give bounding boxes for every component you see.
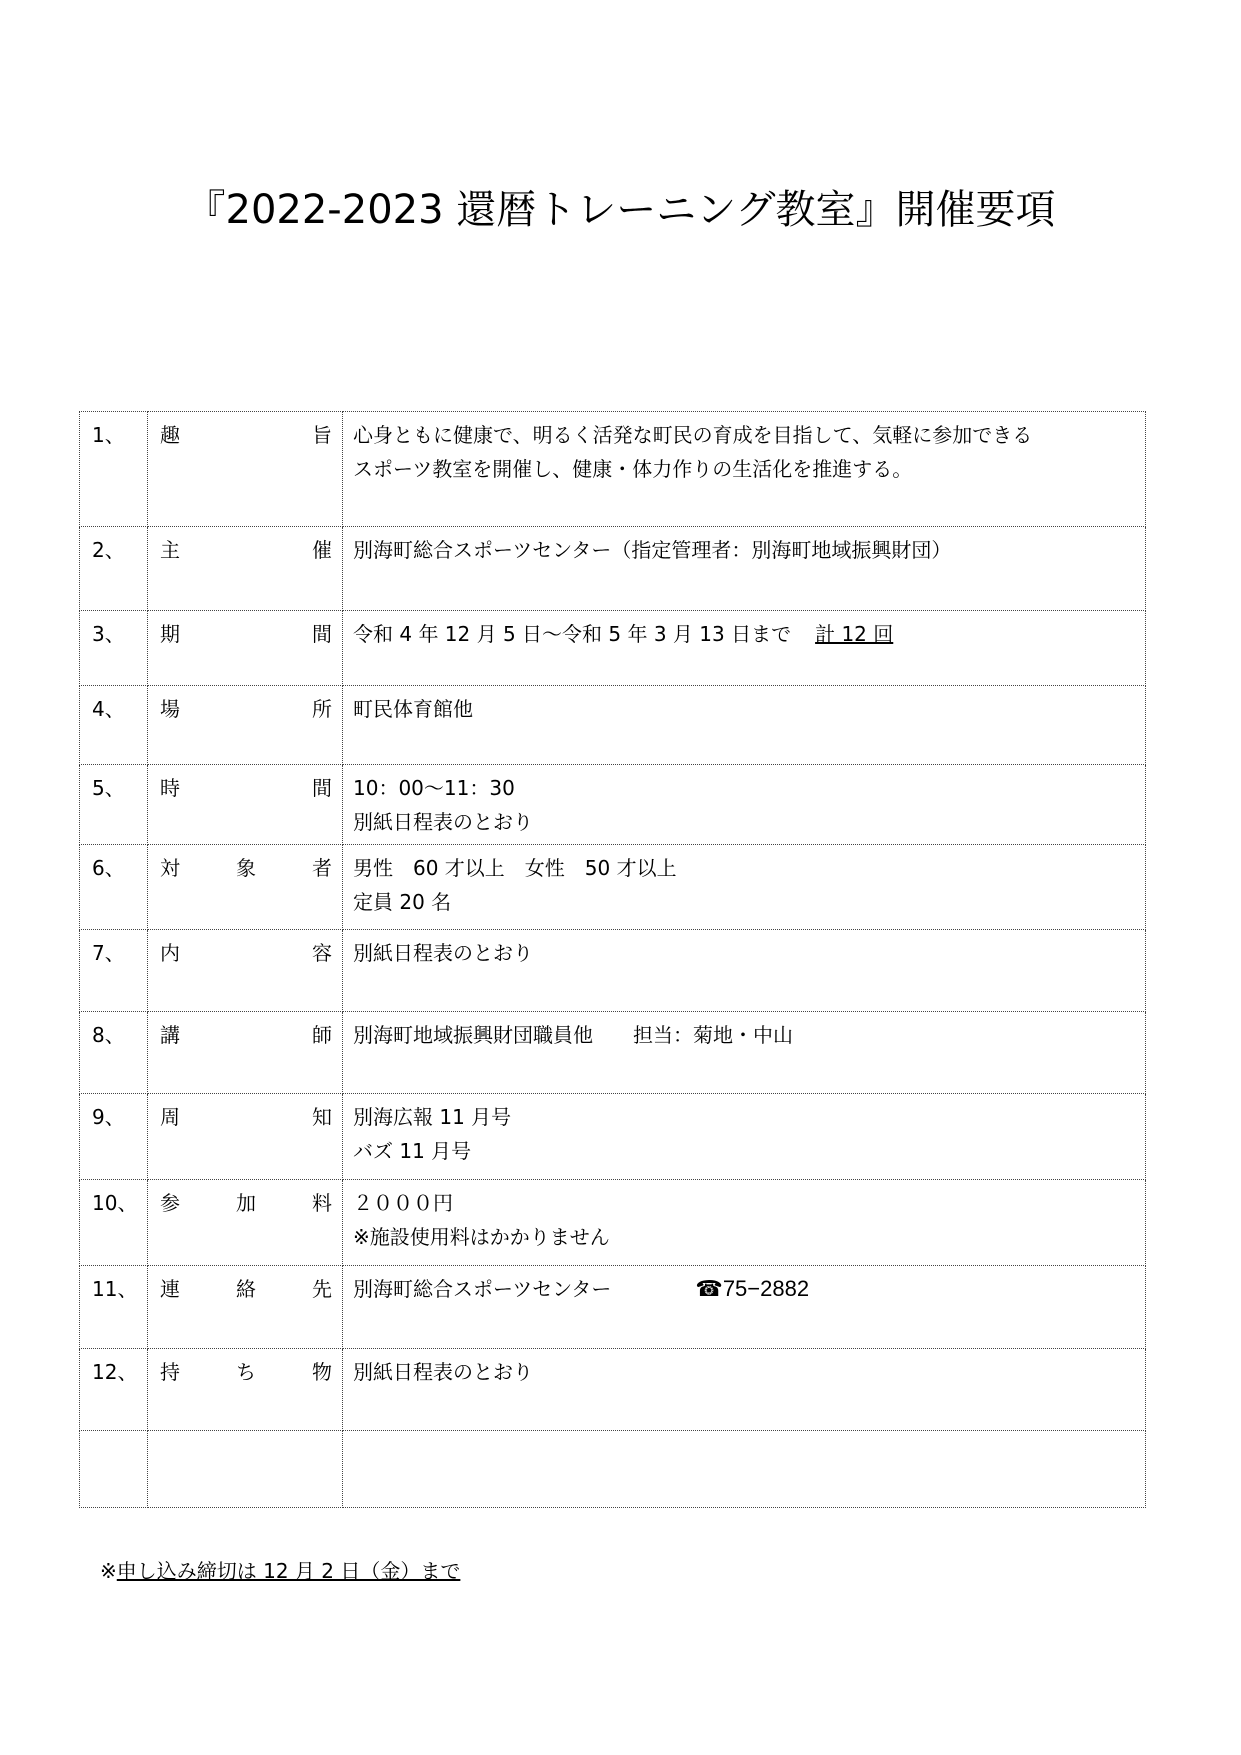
row-content: 別海町総合スポーツセンター（指定管理者：別海町地域振興財団） (343, 527, 1146, 611)
row-number: 11、 (80, 1266, 148, 1349)
row-label: 講 師 (148, 1012, 343, 1094)
deadline-note: ※申し込み締切は 12 月 2 日（金）まで (100, 1559, 461, 1583)
period-total: 計 12 回 (815, 622, 894, 646)
row-label: 持 ち 物 (148, 1349, 343, 1431)
table-row-empty (80, 1431, 1146, 1508)
row-label: 周 知 (148, 1094, 343, 1180)
row-content (343, 1431, 1146, 1508)
row-label (148, 1431, 343, 1508)
table-row (80, 611, 1146, 686)
row-label: 時 間 (148, 765, 343, 845)
row-number: 5、 (80, 765, 148, 845)
row-content: 心身ともに健康で、明るく活発な町民の育成を目指して、気軽に参加できる スポーツ教室を開催し、健康・体力作りの生活化を推進する。 (343, 412, 1146, 527)
row-label: 対 象 者 (148, 845, 343, 930)
row-content: 別紙日程表のとおり (343, 930, 1146, 1012)
outline-table (79, 411, 1146, 1508)
row-number: 3、 (80, 611, 148, 686)
row-number: 2、 (80, 527, 148, 611)
row-number: 10、 (80, 1180, 148, 1266)
table-row (80, 1094, 1146, 1180)
row-number: 8、 (80, 1012, 148, 1094)
row-label: 連 絡 先 (148, 1266, 343, 1349)
row-number: 7、 (80, 930, 148, 1012)
row-content (343, 611, 1146, 686)
row-number: 1、 (80, 412, 148, 527)
row-number: 12、 (80, 1349, 148, 1431)
row-number: 4、 (80, 686, 148, 765)
row-number: 9、 (80, 1094, 148, 1180)
row-content: 別海広報 11 月号 バズ 11 月号 (343, 1094, 1146, 1180)
row-label: 場 所 (148, 686, 343, 765)
row-label: 主 催 (148, 527, 343, 611)
row-number: 6、 (80, 845, 148, 930)
row-content: ２０００円 ※施設使用料はかかりません (343, 1180, 1146, 1266)
row-label: 内 容 (148, 930, 343, 1012)
row-content: 別紙日程表のとおり (343, 1349, 1146, 1431)
table-row (80, 1012, 1146, 1094)
row-number (80, 1431, 148, 1508)
table-row (80, 845, 1146, 930)
table-row (80, 765, 1146, 845)
row-content: 男性 60 才以上 女性 50 才以上 定員 20 名 (343, 845, 1146, 930)
telephone-icon: ☎ (695, 1276, 723, 1301)
row-label: 期 間 (148, 611, 343, 686)
phone-number: 75−2882 (722, 1276, 810, 1301)
table-row (80, 686, 1146, 765)
row-content: 10：00～11：30 別紙日程表のとおり (343, 765, 1146, 845)
page-title: 『2022-2023 還暦トレーニング教室』開催要項 (185, 187, 1056, 233)
table-row (80, 412, 1146, 527)
table-row (80, 1349, 1146, 1431)
table-row (80, 1180, 1146, 1266)
table-row (80, 527, 1146, 611)
contact-name: 別海町総合スポーツセンター (353, 1277, 612, 1301)
row-content (343, 1266, 1146, 1349)
table-row (80, 930, 1146, 1012)
period-text: 令和 4 年 12 月 5 日～令和 5 年 3 月 13 日まで (353, 622, 792, 646)
row-content: 別海町地域振興財団職員他 担当：菊地・中山 (343, 1012, 1146, 1094)
table-row (80, 1266, 1146, 1349)
row-label: 参 加 料 (148, 1180, 343, 1266)
row-content: 町民体育館他 (343, 686, 1146, 765)
row-label: 趣 旨 (148, 412, 343, 527)
